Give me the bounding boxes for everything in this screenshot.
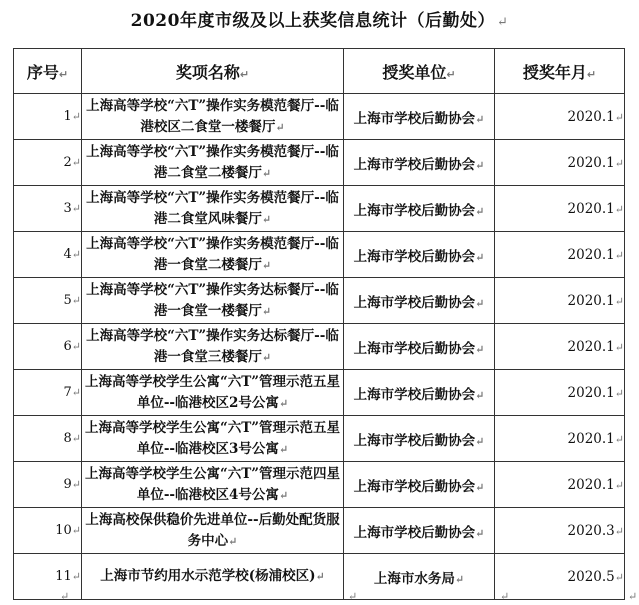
paragraph-mark-icon: ↵ bbox=[475, 250, 485, 264]
table-row bbox=[14, 232, 625, 278]
cell-issuer bbox=[344, 462, 495, 508]
table-row bbox=[14, 94, 625, 140]
cell-date-text: 2020.1 bbox=[567, 384, 615, 401]
cell-award-name-text: 上海高等学校“六T”操作实务达标餐厅--临港一食堂三楼餐厅 bbox=[86, 327, 339, 365]
cell-date-text: 2020.1 bbox=[567, 108, 615, 125]
title-text: 2020年度市级及以上获奖信息统计（后勤处） bbox=[130, 11, 495, 31]
paragraph-mark-icon: ↵ bbox=[614, 110, 624, 124]
paragraph-mark-icon: ↵ bbox=[614, 156, 624, 170]
paragraph-mark-icon: ↵ bbox=[614, 202, 624, 216]
cell-date bbox=[495, 324, 625, 370]
cell-date-text: 2020.1 bbox=[567, 154, 615, 171]
table-body bbox=[14, 94, 625, 600]
header-award-name-label: 奖项名称 bbox=[175, 62, 240, 82]
header-row bbox=[14, 49, 625, 94]
cell-issuer bbox=[344, 186, 495, 232]
header-seq bbox=[14, 49, 82, 94]
paragraph-mark-icon: ↵ bbox=[496, 15, 509, 30]
paragraph-mark-icon: ↵ bbox=[614, 432, 624, 446]
cell-award-name bbox=[82, 462, 344, 508]
cell-date-text: 2020.1 bbox=[567, 430, 615, 447]
cell-date-text: 2020.1 bbox=[567, 292, 615, 309]
paragraph-mark-icon: ↵ bbox=[475, 296, 485, 310]
paragraph-mark-icon: ↵ bbox=[446, 67, 456, 81]
table-row bbox=[14, 370, 625, 416]
paragraph-mark-icon: ↵ bbox=[475, 388, 485, 402]
cell-award-name bbox=[82, 278, 344, 324]
cell-award-name-text: 上海高等学校“六T”操作实务模范餐厅--临港二食堂二楼餐厅 bbox=[86, 143, 339, 181]
cell-issuer-text: 上海市学校后勤协会 bbox=[353, 248, 476, 265]
cell-date bbox=[495, 140, 625, 186]
cell-date bbox=[495, 94, 625, 140]
paragraph-mark-icon: ↵ bbox=[71, 156, 81, 169]
cell-date-text: 2020.1 bbox=[567, 246, 615, 263]
cell-award-name-text: 上海高校保供稳价先进单位--后勤处配货服务中心 bbox=[85, 511, 340, 549]
cell-award-name bbox=[82, 186, 344, 232]
cell-issuer bbox=[344, 140, 495, 186]
cell-award-name bbox=[82, 416, 344, 462]
paragraph-mark-icon: ↵ bbox=[71, 248, 81, 261]
paragraph-mark-icon: ↵ bbox=[475, 112, 485, 126]
header-date-label: 授奖年月 bbox=[522, 62, 587, 82]
paragraph-mark-icon: ↵ bbox=[278, 442, 289, 456]
cell-date-text: 2020.1 bbox=[567, 338, 615, 355]
paragraph-mark-icon: ↵ bbox=[348, 590, 358, 603]
cell-issuer-text: 上海市学校后勤协会 bbox=[353, 294, 476, 311]
cell-award-name-text: 上海高等学校学生公寓“六T”管理示范四星单位--临港校区4号公寓 bbox=[84, 465, 341, 503]
paragraph-mark-icon: ↵ bbox=[475, 204, 485, 218]
cell-award-name-text: 上海高等学校学生公寓“六T”管理示范五星单位--临港校区3号公寓 bbox=[84, 419, 341, 457]
cell-seq-text: 5 bbox=[63, 293, 72, 308]
paragraph-mark-icon: ↵ bbox=[614, 248, 624, 262]
cell-award-name-text: 上海市节约用水示范学校(杨浦校区) bbox=[100, 568, 316, 584]
paragraph-mark-icon: ↵ bbox=[71, 432, 81, 445]
cell-award-name-text: 上海高等学校“六T”操作实务达标餐厅--临港一食堂一楼餐厅 bbox=[86, 281, 339, 319]
paragraph-mark-icon: ↵ bbox=[614, 294, 624, 308]
cell-seq-text: 6 bbox=[63, 339, 72, 354]
cell-date bbox=[495, 186, 625, 232]
cell-issuer bbox=[344, 370, 495, 416]
paragraph-mark-icon: ↵ bbox=[275, 120, 285, 134]
cell-seq-text: 10 bbox=[55, 523, 72, 538]
cell-award-name-text: 上海高等学校“六T”操作实务模范餐厅--临港二食堂风味餐厅 bbox=[86, 189, 339, 227]
cell-seq-text: 11 bbox=[55, 569, 72, 584]
cell-award-name bbox=[82, 508, 344, 554]
cell-date bbox=[495, 278, 625, 324]
cell-seq-text: 3 bbox=[63, 201, 72, 216]
cell-issuer bbox=[344, 232, 495, 278]
paragraph-mark-icon: ↵ bbox=[315, 570, 325, 583]
paragraph-mark-icon: ↵ bbox=[71, 340, 81, 353]
paragraph-mark-icon: ↵ bbox=[614, 524, 624, 538]
table-row bbox=[14, 278, 625, 324]
paragraph-mark-icon: ↵ bbox=[454, 572, 465, 586]
paragraph-mark-icon: ↵ bbox=[278, 396, 289, 410]
cell-issuer-text: 上海市学校后勤协会 bbox=[353, 524, 476, 541]
paragraph-mark-icon: ↵ bbox=[71, 570, 81, 583]
table-row bbox=[14, 508, 625, 554]
cell-award-name bbox=[82, 324, 344, 370]
paragraph-mark-icon: ↵ bbox=[71, 386, 81, 399]
cell-issuer bbox=[344, 508, 495, 554]
paragraph-mark-icon: ↵ bbox=[261, 166, 272, 180]
cell-seq bbox=[14, 508, 82, 554]
cell-seq-text: 1 bbox=[63, 109, 72, 124]
paragraph-mark-icon: ↵ bbox=[586, 67, 597, 81]
cell-seq bbox=[14, 94, 82, 140]
cell-date-text: 2020.3 bbox=[567, 522, 615, 539]
cell-date-text: 2020.5 bbox=[567, 568, 615, 585]
paragraph-mark-icon: ↵ bbox=[500, 590, 510, 603]
paragraph-mark-icon: ↵ bbox=[261, 212, 272, 226]
cell-seq-text: 8 bbox=[63, 431, 72, 446]
cell-issuer bbox=[344, 324, 495, 370]
paragraph-mark-icon: ↵ bbox=[475, 158, 485, 172]
cell-seq bbox=[14, 186, 82, 232]
cell-seq bbox=[14, 324, 82, 370]
cell-issuer bbox=[344, 416, 495, 462]
cell-seq-text: 2 bbox=[63, 155, 72, 170]
cell-issuer-text: 上海市学校后勤协会 bbox=[353, 432, 476, 449]
cell-award-name-text: 上海高等学校“六T”操作实务模范餐厅--临港校区二食堂一楼餐厅 bbox=[86, 97, 339, 135]
cell-issuer-text: 上海市学校后勤协会 bbox=[353, 386, 476, 403]
paragraph-mark-icon: ↵ bbox=[628, 590, 638, 603]
paragraph-mark-icon: ↵ bbox=[71, 110, 81, 123]
paragraph-mark-icon: ↵ bbox=[71, 478, 81, 491]
paragraph-mark-icon: ↵ bbox=[475, 526, 485, 540]
paragraph-mark-icon: ↵ bbox=[261, 304, 272, 318]
paragraph-mark-icon: ↵ bbox=[71, 294, 81, 307]
cell-date bbox=[495, 232, 625, 278]
cell-award-name-text: 上海高等学校学生公寓“六T”管理示范五星单位--临港校区2号公寓 bbox=[84, 373, 341, 411]
cell-issuer bbox=[344, 94, 495, 140]
paragraph-mark-icon: ↵ bbox=[261, 258, 272, 272]
cell-award-name bbox=[82, 370, 344, 416]
cell-seq bbox=[14, 232, 82, 278]
awards-table bbox=[13, 48, 625, 600]
paragraph-mark-icon: ↵ bbox=[475, 434, 485, 448]
cell-seq bbox=[14, 416, 82, 462]
cell-date bbox=[495, 462, 625, 508]
table-row bbox=[14, 462, 625, 508]
cell-issuer-text: 上海市水务局 bbox=[373, 570, 455, 587]
paragraph-mark-icon: ↵ bbox=[239, 67, 250, 81]
header-date bbox=[495, 49, 625, 94]
paragraph-mark-icon: ↵ bbox=[475, 480, 485, 494]
cell-issuer-text: 上海市学校后勤协会 bbox=[353, 156, 476, 173]
cell-issuer bbox=[344, 278, 495, 324]
cell-issuer-text: 上海市学校后勤协会 bbox=[353, 202, 476, 219]
cell-award-name bbox=[82, 94, 344, 140]
cell-award-name bbox=[82, 140, 344, 186]
paragraph-mark-icon: ↵ bbox=[71, 202, 81, 215]
cell-seq-text: 9 bbox=[63, 477, 72, 492]
cell-issuer-text: 上海市学校后勤协会 bbox=[353, 340, 476, 357]
header-issuer-label: 授奖单位 bbox=[382, 62, 447, 82]
cell-issuer-text: 上海市学校后勤协会 bbox=[353, 478, 476, 495]
table-row bbox=[14, 140, 625, 186]
cell-date-text: 2020.1 bbox=[567, 476, 615, 493]
cell-seq bbox=[14, 140, 82, 186]
cell-seq bbox=[14, 370, 82, 416]
paragraph-mark-icon: ↵ bbox=[261, 350, 272, 364]
cell-seq-text: 7 bbox=[63, 385, 72, 400]
table-row bbox=[14, 186, 625, 232]
paragraph-mark-icon: ↵ bbox=[614, 478, 624, 492]
cell-date bbox=[495, 508, 625, 554]
cell-date bbox=[495, 416, 625, 462]
header-award-name bbox=[82, 49, 344, 94]
table-row bbox=[14, 416, 625, 462]
paragraph-mark-icon: ↵ bbox=[58, 67, 69, 81]
cell-seq-text: 4 bbox=[63, 247, 72, 262]
cell-seq bbox=[14, 278, 82, 324]
cell-date bbox=[495, 370, 625, 416]
cell-award-name-text: 上海高等学校“六T”操作实务模范餐厅--临港一食堂二楼餐厅 bbox=[86, 235, 339, 273]
cell-award-name bbox=[82, 232, 344, 278]
header-issuer bbox=[344, 49, 495, 94]
cell-date-text: 2020.1 bbox=[567, 200, 615, 217]
paragraph-mark-icon: ↵ bbox=[71, 524, 81, 537]
cell-issuer-text: 上海市学校后勤协会 bbox=[353, 110, 476, 127]
paragraph-mark-icon: ↵ bbox=[475, 342, 485, 356]
header-seq-label: 序号 bbox=[26, 62, 59, 82]
paragraph-mark-icon: ↵ bbox=[614, 386, 624, 400]
paragraph-mark-icon: ↵ bbox=[614, 570, 624, 584]
paragraph-mark-icon: ↵ bbox=[60, 590, 70, 603]
table-row bbox=[14, 324, 625, 370]
paragraph-mark-icon: ↵ bbox=[614, 340, 624, 354]
document-title bbox=[0, 6, 639, 31]
end-of-cell-marks bbox=[0, 590, 639, 604]
cell-seq bbox=[14, 462, 82, 508]
paragraph-mark-icon: ↵ bbox=[228, 534, 238, 548]
paragraph-mark-icon: ↵ bbox=[278, 488, 289, 502]
